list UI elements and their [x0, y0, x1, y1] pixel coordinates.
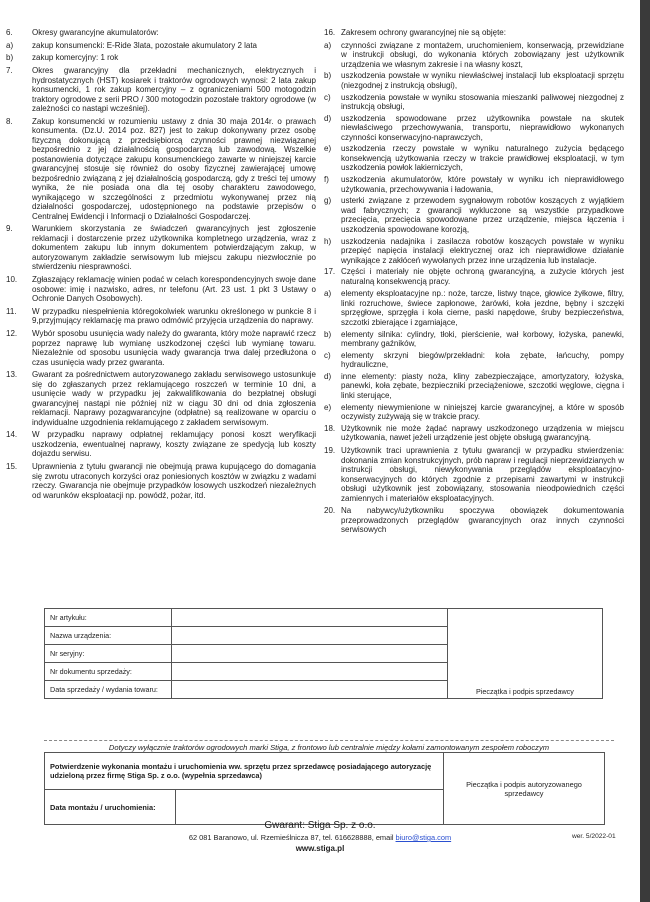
clause-right-number: 18. — [324, 423, 336, 433]
wear-part-item-text: elementy skrzyni biegów/przekładni: koła zębate, łańcuchy, pompy hydrauliczne, — [341, 350, 624, 370]
exclusion-item-text: uszkodzenia rzeczy powstałe w wyniku naturalnego zużycia będącego konsekwencją użytkowania rzeczy w trakcie prawidłowej eksploatacji, w tym uszkodzenia powłok lakierniczych, — [341, 144, 624, 173]
footer-address — [0, 833, 640, 842]
clause-left-number: 14. — [6, 430, 18, 440]
wear-part-item-text: elementy silnika: cylindry, tłoki, pierścienie, wał korbowy, łożyska, panewki, membrany gaźników, — [341, 329, 624, 349]
clause-left-number: 13. — [6, 370, 18, 380]
clause-right-number: 20. — [324, 506, 336, 516]
wear-part-item-number: e) — [324, 402, 332, 412]
exclusion-item-2 — [324, 93, 624, 112]
exclusion-item-text: czynności związane z montażem, uruchomieniem, konserwacją, przewidziane w instrukcji obsługi, do wykonania których zobowiązany jest użytkownik urządzenia we własnym zakresie i na własny koszt, — [341, 40, 624, 69]
clause-left-number: 6. — [6, 28, 13, 37]
clause-left-number: 9. — [6, 224, 13, 234]
clause-left-text: Zakup konsumencki w rozumieniu ustawy z dnia 30 maja 2014r. o prawach konsumenta. (Dz.U. 2014 poz. 827) jest to zakup dokonywany przez osobę fizyczną dokonującą z przedsiębiorcą czynności prawnej niezwiązanej bezpośrednio z jej działalnością gospodarczą lub zawodową. Wszelkie postanowienia dotyczące zakupu konsumenckiego zawarte w niniejszej karcie gwarancyjnej stosuje się również do osoby fizycznej zawierającej umowę bezpośrednio związaną z jej działalnością gospodarczą, gdy z treści tej umowy wynika, że nie posiada ona dla tej osoby charakteru zawodowego, wynikającego w szczególności z przedmiotu wykonywanej przez nią działalności gospodarczej, udostępnionego na podstawie przepisów o Centralnej Ewidencji i Informacji o Działalności Gospodarczej. — [32, 116, 316, 221]
authorized-seller-stamp-label: Pieczątka i podpis autoryzowanego sprzedawcy — [444, 753, 605, 825]
clause-17: 17. Części i materiały nie objęte ochroną gwarancyjną, a zużycie których jest naturalną konsekwencją pracy. — [324, 267, 624, 286]
footer-address-text: 62 081 Baranowo, ul. Rzemieślnicza 87, tel. 616628888, email — [188, 833, 394, 842]
clause-left-8 — [6, 329, 316, 367]
form-row — [45, 609, 603, 627]
clause-right-2 — [324, 506, 624, 535]
final-clauses — [324, 424, 624, 535]
sale-form-table — [44, 608, 603, 699]
left-column — [6, 28, 316, 503]
installation-header: Potwierdzenie wykonania montażu i uruchomienia ww. sprzętu przez sprzedawcę posiadającego autoryzację udzieloną przez firmę Stiga Sp. z o.o. (wypełnia sprzedawca) — [45, 753, 444, 790]
clause-left-9 — [6, 370, 316, 427]
clause-left-4 — [6, 117, 316, 222]
installation-date-label: Data montażu / uruchomienia: — [45, 790, 176, 825]
clause-left-text: W przypadku niespełnienia któregokolwiek warunku określonego w punkcie 8 i 9,przyjmujący reklamację ma prawo odmówić przyjęcia urządzenia do naprawy. — [32, 306, 316, 326]
form-input-field[interactable] — [171, 645, 447, 663]
clause-left-text: Okres gwarancyjny dla przekładni mechanicznych, elektrycznych i hydrostatycznych (HST) kosiarek i traktorów ogrodowych wynosi: 2 lata zakup konsumencki, 1 rok zakup komercyjny – z ograniczeniami 500 motogodzin traktory ogrodowe z serii PRO / 300 motogodzin pozostałe traktory ogrodowe (w zależności co nastąpi wcześniej). — [32, 66, 316, 114]
clause-right-1 — [324, 446, 624, 503]
exclusion-item-text: uszkodzenia spowodowane przez użytkownika powstałe na skutek niewłaściwego przechowywania, transportu, nieprawidłowo wykonanych czynności konserwacyjno-naprawczych, — [341, 113, 624, 142]
exclusion-item-3 — [324, 114, 624, 143]
clause-left-10 — [6, 430, 316, 459]
clause-left-text: W przypadku naprawy odpłatnej reklamujący ponosi koszt weryfikacji uszkodzenia, ewentualnej naprawy, koszty związane ze spedycją lub koszty dojazdu serwisu. — [32, 430, 316, 459]
clause-left-text: zakup konsumencki: E-Ride 3lata, pozostałe akumulatory 2 lata — [32, 40, 258, 50]
exclusion-item-number: e) — [324, 144, 332, 154]
exclusion-item-number: d) — [324, 113, 332, 123]
clause-left-text: zakup komercyjny: 1 rok — [32, 53, 119, 63]
form-label: Nazwa urządzenia: — [45, 627, 172, 645]
clause-left-number: 15. — [6, 462, 18, 472]
wear-part-item-2 — [324, 351, 624, 370]
clause-left-number: 12. — [6, 329, 18, 338]
wear-part-item-4 — [324, 403, 624, 422]
clause-left-3 — [6, 66, 316, 114]
exclusion-item-text: uszkodzenia powstałe w wyniku niewłaściwej instalacji lub eksploatacji sprzętu (niezgodnej z instrukcją obsługi), — [341, 71, 624, 90]
clause-left-number: b) — [6, 53, 14, 63]
clause-left-text: Warunkiem skorzystania ze świadczeń gwarancyjnych jest zgłoszenie reklamacji i dostarczenie przez użytkownika kompletnego urządzenia, wraz z dokumentem zakupu lub innym dokumentem potwierdzającym zakup, w autoryzowanym zakładzie serwisowym lub miejscu zakupu niezwłocznie po stwierdzeniu niesprawności. — [32, 224, 316, 272]
clause-left-6 — [6, 275, 316, 304]
clause-left-text: Zgłaszający reklamację winien podać w celach korespondencyjnych swoje dane osobowe: imię i nazwisko, adres, nr telefonu (Art. 23 ust. 1 pkt 3 Ustawy o Ochronie Danych Osobowych). — [32, 275, 316, 304]
wear-part-item-text: inne elementy: piasty noża, kliny zabezpieczające, amortyzatory, łożyska, panewki, koła zębate, bezpieczniki przeciążeniowe, szczotki węglowe, cięgna i linki sterujące, — [341, 371, 624, 400]
wear-parts-list — [324, 289, 624, 421]
form-input-field[interactable] — [171, 627, 447, 645]
wear-part-item-number: c) — [324, 350, 331, 360]
form-label: Data sprzedaży / wydania towaru: — [45, 681, 172, 699]
exclusion-item-number: a) — [324, 40, 332, 50]
clause-right-text: Na nabywcy/użytkowniku spoczywa obowiązek dokumentowania przeprowadzonych przeglądów gwarancyjnych oraz innych czynności serwisowych — [341, 506, 624, 535]
exclusion-item-number: h) — [324, 236, 332, 246]
wear-part-item-0 — [324, 289, 624, 327]
form-input-field[interactable] — [171, 609, 447, 627]
wear-part-item-number: a) — [324, 289, 332, 299]
clause-left-2 — [6, 53, 316, 63]
clause-left-5 — [6, 224, 316, 272]
form-input-field[interactable] — [171, 681, 447, 699]
exclusion-item-number: c) — [324, 92, 331, 102]
clause-right-text: Użytkownik traci uprawnienia z tytułu gwarancji w przypadku stwierdzenia: dokonania zmian konstrukcyjnych, prób napraw i regulacji nieprzewidzianych w instrukcji obsługi, niewykonywania przeglądów eksploatacyjno- konserwacyjnych do których zgodnie z przepisami zawartymi w instrukcji obsługi użytkownik jest zobowiązany, stosowania nieodpowiednich części zamiennych i materiałów eksploatacyjnych. — [341, 446, 624, 503]
form-label: Nr dokumentu sprzedaży: — [45, 663, 172, 681]
clause-left-number: 11. — [6, 306, 17, 316]
clause-left-number: a) — [6, 40, 14, 50]
right-column — [324, 28, 624, 538]
exclusion-item-text: usterki związane z przewodem sygnałowym robotów koszących z wyjątkiem wad fabrycznych; z gwarancji wykluczone są wszystkie przypadkowe przecięcia, przecięcia spowodowane przez urządzenie, miejsca łączenia i uszkodzenia spowodowane korozją, — [341, 196, 624, 234]
clause-right-number: 19. — [324, 446, 336, 455]
wear-part-item-1 — [324, 330, 624, 349]
clause-16: 16. Zakresem ochrony gwarancyjnej nie są objęte: — [324, 28, 506, 37]
clause-right-0 — [324, 424, 624, 443]
clause-left-text: Gwarant za pośrednictwem autoryzowanego zakładu serwisowego ustosunkuje się do zgłaszanych przez reklamującego roszczeń w terminie 10 dni, a usunięcie wady w przypadku jej zakwalifikowania do bezpłatnej obsługi gwarancyjnej nastąpi nie później niż w ciągu 30 dni od dnia zgłoszenia reklamacji. Naprawy pozagwarancyjne (odpłatne) są realizowane w oparciu o indywidualne uzgodnienia reklamującego z zakładem serwisowym. — [32, 370, 316, 427]
clause-left-number: 7. — [6, 66, 13, 76]
exclusion-item-0 — [324, 41, 624, 70]
exclusion-item-5 — [324, 175, 624, 194]
exclusion-item-7 — [324, 237, 624, 266]
clause-right-text: Użytkownik nie może żądać naprawy uszkodzonego urządzenia w miejscu użytkowania, nawet jeżeli urządzenie jest objęte obsługą gwarancyjną. — [341, 423, 624, 443]
exclusion-item-6 — [324, 196, 624, 234]
clause-left-text: Uprawnienia z tytułu gwarancji nie obejmują prawa kupującego do domagania się zwrotu utraconych korzyści oraz poniesionych kosztów w związku z wadami rzeczy. Gwarancja nie obejmuje przypadków losowych uszkodzeń niezależnych od warunków eksploatacji np. powódź, pożar, itd. — [32, 462, 316, 500]
seller-stamp-label: Pieczątka i podpis sprzedawcy — [447, 609, 602, 699]
wear-part-item-number: b) — [324, 329, 332, 339]
clause-left-0 — [6, 28, 316, 38]
page-edge — [640, 0, 650, 902]
clause-left-7 — [6, 307, 316, 326]
wear-part-item-text: elementy eksploatacyjne np.: noże, tarcze, listwy tnące, głowice żyłkowe, filtry, linki rozruchowe, świece zapłonowe, żarówki, koła jezdne, bębny i szczęki sprzęgłowe, sprzęgła i koła cierne, paski napędowe, śruby bezpieczeństwa, szczotki zbierające i zgarniające, — [341, 289, 624, 327]
wear-part-item-3 — [324, 372, 624, 401]
footer-email-link[interactable]: biuro@stiga.com — [395, 833, 452, 842]
clause-left-11 — [6, 462, 316, 500]
exclusion-item-number: g) — [324, 196, 332, 206]
form-label: Nr seryjny: — [45, 645, 172, 663]
exclusion-item-text: uszkodzenia nadajnika i zasilacza robotów koszących powstałe w wyniku przepięć napięcia instalacji elektrycznej oraz ich nieprawidłowe działanie wynikające z zakłóceń wywołanych przez inne urządzenia lub instalacje. — [341, 236, 624, 265]
clause-left-1 — [6, 41, 316, 51]
exclusion-item-1 — [324, 71, 624, 90]
version-label: wer. 5/2022-01 — [572, 833, 616, 840]
clause-left-text: Wybór sposobu usunięcia wady należy do gwaranta, który może naprawić rzecz poprzez naprawę lub wymianę uszkodzonej części lub wymianę towaru. Niezależnie od sposobu usunięcia wady gwarancja trwa dalej przedłużona o czas usunięcia wady przez gwaranta. — [32, 329, 316, 367]
footer-guarantor: Gwarant: Stiga Sp. z o.o. — [264, 820, 376, 831]
clause-left-number: 10. — [6, 275, 18, 285]
clause-left-text: Okresy gwarancyjne akumulatorów: — [32, 28, 159, 37]
clause-left-number: 8. — [6, 116, 13, 126]
footer-website-link[interactable]: www.stiga.pl — [295, 844, 345, 853]
exclusions-list — [324, 41, 624, 265]
form-input-field[interactable] — [171, 663, 447, 681]
form-label: Nr artykułu: — [45, 609, 172, 627]
wear-part-item-number: d) — [324, 371, 332, 381]
tractor-note: Dotyczy wyłącznie traktorów ogrodowych marki Stiga, z frontowo lub centralnie między kołami zamontowanym zespołem roboczym — [44, 740, 614, 752]
exclusion-item-4 — [324, 144, 624, 173]
wear-part-item-text: elementy niewymienione w niniejszej karcie gwarancyjnej, a które w sposób oczywisty zużywają się w trakcie pracy. — [341, 402, 624, 422]
installation-form-table — [44, 752, 605, 825]
exclusion-item-text: uszkodzenia powstałe w wyniku stosowania mieszanki paliwowej niezgodnej z instrukcją obsługi, — [341, 92, 624, 112]
exclusion-item-number: f) — [324, 175, 329, 185]
exclusion-item-text: uszkodzenia akumulatorów, które powstały w wyniku ich nieprawidłowego użytkowania, przechowywania i ładowania, — [341, 175, 624, 194]
exclusion-item-number: b) — [324, 71, 332, 81]
